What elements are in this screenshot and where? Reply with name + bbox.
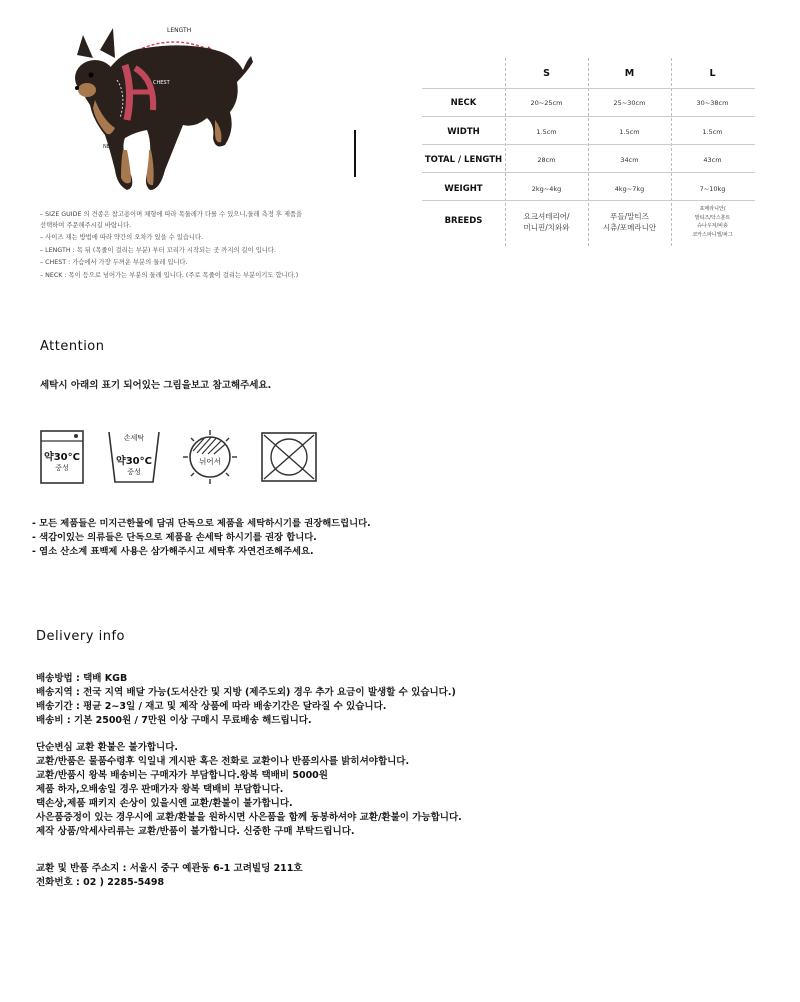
header-l: L bbox=[709, 68, 716, 79]
delivery-title: Delivery info bbox=[36, 629, 125, 644]
header-s: S bbox=[543, 68, 550, 79]
return-address: 교환 및 반품 주소지 : 서울시 중구 예관동 6-1 고려빌딩 211호 bbox=[36, 863, 303, 874]
attention-line: - 색감이있는 의류들은 단독으로 제품을 손세탁 하시기를 권장 합니다. bbox=[32, 532, 317, 543]
attention-line: - 염소 산소계 표백제 사용은 삼가해주시고 세탁후 자연건조해주세요. bbox=[32, 546, 314, 557]
table-row bbox=[422, 116, 755, 145]
size-guide-notes bbox=[40, 209, 360, 282]
cell: 30~38cm bbox=[696, 99, 729, 107]
phone-number: 전화번호 : 02 ) 2285-5498 bbox=[36, 877, 165, 888]
machine-wash-temp: 약30°C bbox=[44, 452, 80, 463]
cell: 4kg~7kg bbox=[614, 185, 645, 193]
cell: 푸들/말티즈 시츄/포메라니안 bbox=[602, 212, 657, 232]
size-table bbox=[422, 58, 755, 248]
hand-wash-note: 중성 bbox=[127, 468, 141, 476]
policy-line: 제작 상품/악세사리류는 교환/반품이 불가합니다. 신중한 구매 부탁드립니다. bbox=[36, 826, 355, 837]
row-label: TOTAL / LENGTH bbox=[424, 155, 503, 165]
machine-wash-note: 중성 bbox=[55, 464, 69, 472]
cell: 요크셔테리어/ 미니핀/치와와 bbox=[523, 212, 570, 232]
row-label: WEIGHT bbox=[444, 184, 483, 194]
cell: 1.5cm bbox=[702, 128, 723, 136]
policy-line: 사은품증정이 있는 경우시에 교환/환불을 원하시면 사은품을 함께 동봉하셔야 교환/환불이 가능합니다. bbox=[36, 812, 462, 823]
cell: 28cm bbox=[537, 156, 556, 164]
delivery-line: 배송비 : 기본 2500원 / 7만원 이상 구매시 무료배송 해드립니다. bbox=[36, 715, 312, 726]
hand-wash-temp: 약30°C bbox=[116, 456, 152, 467]
cell: 7~10kg bbox=[699, 185, 726, 193]
dry-flat-icon bbox=[180, 426, 240, 488]
cell: 20~25cm bbox=[530, 99, 563, 107]
row-label: NECK bbox=[450, 98, 477, 108]
cell: 포메라니안/ 말티즈/닥스훈트 슈나우져/비숑 코카스파니엘/퍼그 bbox=[692, 206, 733, 238]
cell: 2kg~4kg bbox=[531, 185, 562, 193]
table-row bbox=[422, 144, 755, 173]
table-row bbox=[422, 200, 755, 247]
dog-size-diagram bbox=[65, 20, 255, 205]
note-line: – 사이즈 재는 방법에 따라 약간의 오차가 있을 수 있습니다. bbox=[40, 234, 204, 241]
hand-wash-icon bbox=[106, 428, 162, 486]
note-line: – SIZE GUIDE 의 견종은 참고용이며 체형에 따라 목둘레가 다를 수 있으니,둘레 측정 후 제품을 bbox=[40, 211, 303, 218]
cell: 43cm bbox=[703, 156, 722, 164]
neck-label: NECK bbox=[103, 144, 117, 150]
no-tumble-dry-icon bbox=[259, 430, 319, 484]
chest-label: CHEST bbox=[153, 80, 170, 86]
divider bbox=[354, 130, 356, 177]
policy-line: 교환/반품시 왕복 배송비는 구매자가 부담합니다.왕복 택배비 5000원 bbox=[36, 770, 328, 781]
note-line: – NECK : 목이 등으로 넘어가는 부분의 둘레 입니다. (주로 목줄이 걸리는 부분이기도 합니다.) bbox=[40, 271, 299, 279]
policy-line: 제품 하자,오배송일 경우 판매가자 왕복 택배비 부담합니다. bbox=[36, 784, 284, 795]
note-line: 선택하여 주문해주시길 바랍니다. bbox=[40, 221, 132, 229]
delivery-line: 배송방법 : 택배 KGB bbox=[36, 673, 128, 684]
length-label: LENGTH bbox=[167, 27, 192, 34]
cell: 1.5cm bbox=[619, 128, 640, 136]
attention-line: - 모든 제품들은 미지근한물에 담궈 단독으로 제품을 세탁하시기를 권장해드립니다. bbox=[32, 518, 371, 529]
dry-flat-label: 뉘어서 bbox=[199, 457, 221, 466]
attention-title: Attention bbox=[40, 339, 105, 354]
policy-line: 교환/반품은 물품수령후 익일내 게시판 혹은 전화로 교환이나 반품의사를 밝히셔야합니다. bbox=[36, 756, 410, 767]
table-row bbox=[422, 172, 755, 201]
note-line: – CHEST : 가슴에서 가장 두꺼운 부분의 둘레 입니다. bbox=[40, 259, 188, 266]
machine-wash-icon bbox=[38, 428, 86, 486]
row-label: WIDTH bbox=[447, 127, 480, 137]
cell: 25~30cm bbox=[613, 99, 646, 107]
delivery-line: 배송기간 : 평균 2~3일 / 재고 및 제작 상품에 따라 배송기간은 달라질 수 있습니다. bbox=[36, 701, 387, 712]
policy-line: 단순변심 교환 환불은 불가합니다. bbox=[36, 742, 179, 753]
cell: 1.5cm bbox=[536, 128, 557, 136]
delivery-line: 배송지역 : 전국 지역 배달 가능(도서산간 및 지방 (제주도외) 경우 추가 요금이 발생할 수 있습니다.) bbox=[36, 687, 456, 698]
header-m: M bbox=[624, 68, 635, 79]
attention-intro: 세탁시 아래의 표기 되어있는 그림을보고 참고해주세요. bbox=[40, 380, 272, 391]
note-line: – LENGTH : 목 뒤 (목줄이 걸리는 부분) 부터 꼬리가 시작되는 곳 까지의 길이 입니다. bbox=[40, 246, 276, 254]
policy-line: 택손상,제품 패키지 손상이 있을시엔 교환/환불이 불가합니다. bbox=[36, 798, 293, 809]
row-label: BREEDS bbox=[444, 216, 483, 226]
hand-wash-top: 손세탁 bbox=[123, 434, 145, 442]
cell: 34cm bbox=[620, 156, 639, 164]
table-row bbox=[422, 88, 755, 117]
